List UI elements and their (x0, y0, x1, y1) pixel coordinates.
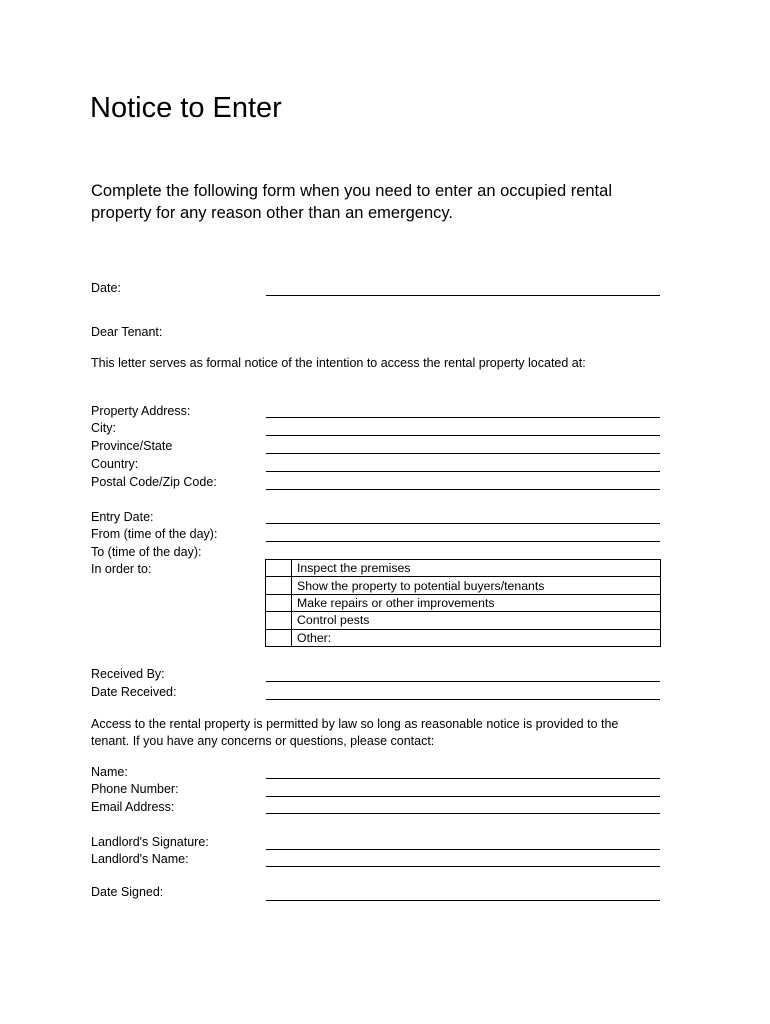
name-field[interactable] (266, 778, 660, 779)
reason-label: Make repairs or other improvements (292, 594, 661, 611)
salutation: Dear Tenant: (91, 325, 163, 339)
date-signed-field[interactable] (266, 900, 660, 901)
email-field[interactable] (266, 813, 660, 814)
landlord-name-label: Landlord's Name: (91, 852, 189, 866)
date-label: Date: (91, 281, 121, 295)
entry-date-field[interactable] (266, 523, 660, 524)
reason-checkbox[interactable] (266, 612, 292, 629)
reason-checkbox[interactable] (266, 594, 292, 611)
from-time-field[interactable] (266, 541, 660, 542)
email-label: Email Address: (91, 800, 175, 814)
from-time-label: From (time of the day): (91, 527, 218, 541)
reason-row (266, 560, 661, 577)
entry-date-label: Entry Date: (91, 510, 154, 524)
reason-checklist (265, 559, 661, 647)
date-field[interactable] (266, 295, 660, 296)
received-by-label: Received By: (91, 667, 165, 681)
reason-row (266, 577, 661, 594)
date-received-field[interactable] (266, 699, 660, 700)
date-signed-label: Date Signed: (91, 885, 164, 899)
reason-label: Other: (292, 629, 661, 646)
reason-row (266, 629, 661, 646)
country-field[interactable] (266, 471, 660, 472)
country-label: Country: (91, 457, 139, 471)
phone-field[interactable] (266, 796, 660, 797)
received-by-field[interactable] (266, 681, 660, 682)
notice-text: This letter serves as formal notice of the intention to access the rental property located at: (91, 356, 586, 370)
phone-label: Phone Number: (91, 782, 179, 796)
access-text: Access to the rental property is permitted by law so long as reasonable notice is provided to the tenant. If you have any concerns or questions, please contact: (91, 717, 619, 748)
property-address-label: Property Address: (91, 404, 191, 418)
reason-label: Inspect the premises (292, 560, 661, 577)
name-label: Name: (91, 765, 128, 779)
page-title: Notice to Enter (90, 92, 282, 124)
city-label: City: (91, 421, 116, 435)
reason-checkbox[interactable] (266, 560, 292, 577)
in-order-to-label: In order to: (91, 562, 152, 576)
landlord-signature-field[interactable] (266, 849, 660, 850)
date-received-label: Date Received: (91, 685, 177, 699)
landlord-signature-label: Landlord's Signature: (91, 835, 209, 849)
to-time-label: To (time of the day): (91, 545, 202, 559)
postal-code-label: Postal Code/Zip Code: (91, 475, 217, 489)
property-address-field[interactable] (266, 417, 660, 418)
reason-label: Show the property to potential buyers/tenants (292, 577, 661, 594)
reason-row (266, 594, 661, 611)
postal-code-field[interactable] (266, 489, 660, 490)
landlord-name-field[interactable] (266, 866, 660, 867)
intro-text: Complete the following form when you need to enter an occupied rental property for any reason other than an emergency. (91, 182, 612, 222)
province-state-field[interactable] (266, 453, 660, 454)
city-field[interactable] (266, 435, 660, 436)
reason-label: Control pests (292, 612, 661, 629)
province-state-label: Province/State (91, 439, 173, 453)
reason-row (266, 612, 661, 629)
reason-checkbox[interactable] (266, 629, 292, 646)
reason-checkbox[interactable] (266, 577, 292, 594)
